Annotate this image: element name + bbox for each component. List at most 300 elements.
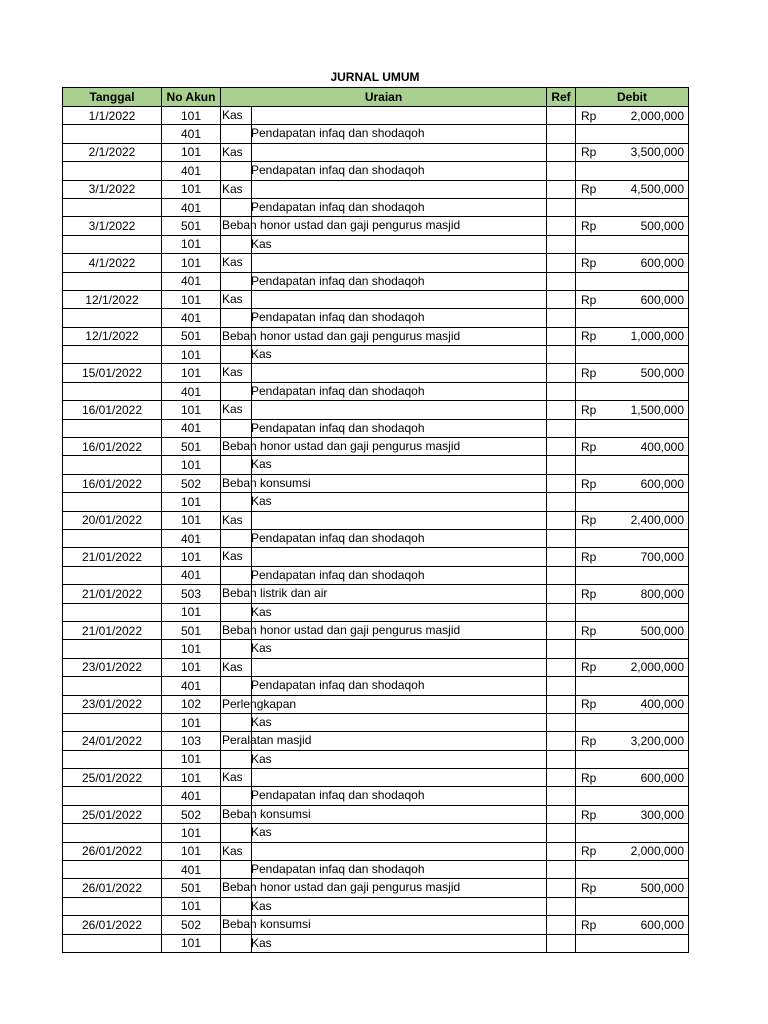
table-row — [63, 309, 689, 327]
ref-cell[interactable] — [547, 290, 576, 308]
date-cell[interactable] — [63, 493, 162, 511]
debit-cell[interactable] — [576, 364, 689, 382]
debit-cell[interactable] — [576, 603, 689, 621]
debit-cell[interactable] — [576, 824, 689, 842]
description-cell[interactable] — [221, 143, 547, 161]
table-row — [63, 438, 689, 456]
date-cell[interactable]: 23/01/2022 — [63, 695, 162, 713]
ref-cell[interactable] — [547, 327, 576, 345]
ref-cell[interactable] — [547, 382, 576, 400]
debit-cell[interactable] — [576, 511, 689, 529]
description-cell[interactable] — [221, 529, 547, 547]
account-cell[interactable]: 101 — [162, 640, 221, 658]
debit-account-label: Beban honor ustad dan gaji pengurus masjid — [222, 880, 461, 895]
debit-amount: 500,000 — [640, 623, 684, 638]
ref-cell[interactable] — [547, 769, 576, 787]
description-cell[interactable] — [221, 603, 547, 621]
debit-amount: 2,000,000 — [630, 844, 684, 859]
ref-cell[interactable] — [547, 217, 576, 235]
description-cell[interactable] — [221, 713, 547, 731]
debit-cell[interactable] — [576, 107, 689, 125]
debit-account-label: Beban konsumsi — [222, 917, 311, 932]
credit-account-label: Pendapatan infaq dan shodaqoh — [251, 420, 425, 435]
debit-cell[interactable] — [576, 529, 689, 547]
date-cell[interactable] — [63, 897, 162, 915]
account-cell[interactable]: 101 — [162, 401, 221, 419]
description-cell[interactable] — [221, 732, 547, 750]
date-cell[interactable] — [63, 162, 162, 180]
table-row — [63, 916, 689, 934]
date-cell[interactable]: 24/01/2022 — [63, 732, 162, 750]
ref-cell[interactable] — [547, 861, 576, 879]
date-cell[interactable] — [63, 824, 162, 842]
description-cell[interactable] — [221, 162, 547, 180]
credit-account-label: Pendapatan infaq dan shodaqoh — [251, 678, 425, 693]
debit-cell[interactable] — [576, 861, 689, 879]
header-debit[interactable]: Debit — [576, 88, 689, 107]
debit-cell[interactable] — [576, 217, 689, 235]
ref-cell[interactable] — [547, 143, 576, 161]
credit-account-label: Pendapatan infaq dan shodaqoh — [251, 310, 425, 325]
description-cell[interactable] — [221, 824, 547, 842]
credit-account-label: Kas — [251, 714, 272, 729]
account-cell[interactable]: 101 — [162, 290, 221, 308]
date-cell[interactable] — [63, 603, 162, 621]
account-cell[interactable]: 101 — [162, 897, 221, 915]
date-cell[interactable] — [63, 566, 162, 584]
ref-cell[interactable] — [547, 640, 576, 658]
credit-account-label: Kas — [251, 751, 272, 766]
credit-account-label: Kas — [251, 604, 272, 619]
ref-cell[interactable] — [547, 511, 576, 529]
ref-cell[interactable] — [547, 419, 576, 437]
date-cell[interactable] — [63, 419, 162, 437]
ref-cell[interactable] — [547, 824, 576, 842]
description-cell[interactable] — [221, 382, 547, 400]
debit-cell[interactable] — [576, 769, 689, 787]
currency-label: Rp — [581, 439, 597, 454]
description-cell[interactable] — [221, 585, 547, 603]
account-cell[interactable]: 503 — [162, 585, 221, 603]
ref-cell[interactable] — [547, 456, 576, 474]
ref-cell[interactable] — [547, 162, 576, 180]
credit-account-label: Pendapatan infaq dan shodaqoh — [251, 530, 425, 545]
debit-cell[interactable] — [576, 309, 689, 327]
header-date[interactable]: Tanggal — [63, 88, 162, 107]
account-cell[interactable]: 501 — [162, 621, 221, 639]
ref-cell[interactable] — [547, 309, 576, 327]
description-cell[interactable] — [221, 769, 547, 787]
ref-cell[interactable] — [547, 695, 576, 713]
date-cell[interactable] — [63, 198, 162, 216]
table-row — [63, 787, 689, 805]
table-row — [63, 290, 689, 308]
ref-cell[interactable] — [547, 842, 576, 860]
debit-amount: 600,000 — [640, 917, 684, 932]
debit-cell[interactable] — [576, 125, 689, 143]
account-cell[interactable]: 502 — [162, 916, 221, 934]
date-cell[interactable] — [63, 713, 162, 731]
account-cell[interactable]: 401 — [162, 677, 221, 695]
account-cell[interactable]: 401 — [162, 861, 221, 879]
date-cell[interactable] — [63, 787, 162, 805]
ref-cell[interactable] — [547, 916, 576, 934]
table-row — [63, 107, 689, 125]
table-row — [63, 235, 689, 253]
debit-account-label: Beban honor ustad dan gaji pengurus masjid — [222, 439, 461, 454]
date-cell[interactable]: 26/01/2022 — [63, 842, 162, 860]
account-cell[interactable]: 101 — [162, 107, 221, 125]
date-cell[interactable]: 26/01/2022 — [63, 879, 162, 897]
date-cell[interactable]: 25/01/2022 — [63, 805, 162, 823]
date-cell[interactable]: 16/01/2022 — [63, 438, 162, 456]
account-cell[interactable]: 101 — [162, 143, 221, 161]
debit-cell[interactable] — [576, 897, 689, 915]
ref-cell[interactable] — [547, 529, 576, 547]
debit-cell[interactable] — [576, 713, 689, 731]
table-row — [63, 842, 689, 860]
debit-account-label: Kas — [222, 291, 243, 306]
debit-cell[interactable] — [576, 621, 689, 639]
account-cell[interactable]: 101 — [162, 658, 221, 676]
currency-label: Rp — [581, 844, 597, 859]
debit-cell[interactable] — [576, 419, 689, 437]
description-cell[interactable] — [221, 346, 547, 364]
date-cell[interactable] — [63, 861, 162, 879]
debit-cell[interactable] — [576, 805, 689, 823]
account-cell[interactable]: 101 — [162, 180, 221, 198]
description-cell[interactable] — [221, 511, 547, 529]
debit-cell[interactable] — [576, 198, 689, 216]
date-cell[interactable] — [63, 346, 162, 364]
debit-cell[interactable] — [576, 438, 689, 456]
journal-table — [62, 87, 689, 953]
description-cell[interactable] — [221, 272, 547, 290]
account-cell[interactable]: 101 — [162, 750, 221, 768]
description-cell[interactable] — [221, 566, 547, 584]
description-cell[interactable] — [221, 897, 547, 915]
cell-divider — [251, 842, 252, 861]
description-cell[interactable] — [221, 621, 547, 639]
description-cell[interactable] — [221, 290, 547, 308]
debit-cell[interactable] — [576, 750, 689, 768]
table-row — [63, 364, 689, 382]
date-cell[interactable] — [63, 456, 162, 474]
debit-cell[interactable] — [576, 346, 689, 364]
description-cell[interactable] — [221, 254, 547, 272]
debit-account-label: Beban honor ustad dan gaji pengurus masjid — [222, 218, 461, 233]
date-cell[interactable]: 12/1/2022 — [63, 290, 162, 308]
account-cell[interactable]: 501 — [162, 327, 221, 345]
account-cell[interactable]: 502 — [162, 474, 221, 492]
account-cell[interactable]: 401 — [162, 787, 221, 805]
debit-account-label: Beban konsumsi — [222, 806, 311, 821]
description-cell[interactable] — [221, 916, 547, 934]
debit-cell[interactable] — [576, 180, 689, 198]
table-row — [63, 621, 689, 639]
account-cell[interactable]: 101 — [162, 603, 221, 621]
debit-cell[interactable] — [576, 842, 689, 860]
currency-label: Rp — [581, 623, 597, 638]
date-cell[interactable]: 15/01/2022 — [63, 364, 162, 382]
account-cell[interactable]: 102 — [162, 695, 221, 713]
ref-cell[interactable] — [547, 566, 576, 584]
date-cell[interactable]: 23/01/2022 — [63, 658, 162, 676]
cell-divider — [251, 658, 252, 677]
account-cell[interactable]: 401 — [162, 125, 221, 143]
date-cell[interactable] — [63, 272, 162, 290]
debit-cell[interactable] — [576, 235, 689, 253]
date-cell[interactable] — [63, 235, 162, 253]
debit-cell[interactable] — [576, 658, 689, 676]
ref-cell[interactable] — [547, 254, 576, 272]
description-cell[interactable] — [221, 658, 547, 676]
date-cell[interactable]: 4/1/2022 — [63, 254, 162, 272]
date-cell[interactable]: 26/01/2022 — [63, 916, 162, 934]
debit-account-label: Kas — [222, 512, 243, 527]
ref-cell[interactable] — [547, 787, 576, 805]
credit-account-label: Pendapatan infaq dan shodaqoh — [251, 383, 425, 398]
cell-divider — [251, 106, 252, 125]
account-cell[interactable]: 101 — [162, 254, 221, 272]
date-cell[interactable]: 21/01/2022 — [63, 621, 162, 639]
ref-cell[interactable] — [547, 805, 576, 823]
account-cell[interactable]: 101 — [162, 493, 221, 511]
account-cell[interactable]: 103 — [162, 732, 221, 750]
ref-cell[interactable] — [547, 235, 576, 253]
account-cell[interactable]: 401 — [162, 529, 221, 547]
account-cell[interactable]: 101 — [162, 456, 221, 474]
table-row — [63, 677, 689, 695]
description-cell[interactable] — [221, 235, 547, 253]
debit-cell[interactable] — [576, 162, 689, 180]
account-cell[interactable]: 501 — [162, 879, 221, 897]
debit-account-label: Kas — [222, 365, 243, 380]
debit-cell[interactable] — [576, 327, 689, 345]
account-cell[interactable]: 401 — [162, 162, 221, 180]
account-cell[interactable]: 501 — [162, 438, 221, 456]
credit-account-label: Pendapatan infaq dan shodaqoh — [251, 567, 425, 582]
debit-cell[interactable] — [576, 640, 689, 658]
table-row — [63, 419, 689, 437]
ref-cell[interactable] — [547, 677, 576, 695]
description-cell[interactable] — [221, 419, 547, 437]
date-cell[interactable] — [63, 309, 162, 327]
debit-cell[interactable] — [576, 272, 689, 290]
header-description[interactable]: Uraian — [221, 88, 547, 107]
debit-cell[interactable] — [576, 143, 689, 161]
ref-cell[interactable] — [547, 364, 576, 382]
date-cell[interactable]: 25/01/2022 — [63, 769, 162, 787]
description-cell[interactable] — [221, 750, 547, 768]
description-cell[interactable] — [221, 934, 547, 952]
debit-cell[interactable] — [576, 456, 689, 474]
description-cell[interactable] — [221, 198, 547, 216]
debit-cell[interactable] — [576, 401, 689, 419]
table-row — [63, 658, 689, 676]
date-cell[interactable]: 21/01/2022 — [63, 585, 162, 603]
date-cell[interactable]: 21/01/2022 — [63, 548, 162, 566]
account-cell[interactable]: 101 — [162, 824, 221, 842]
ref-cell[interactable] — [547, 713, 576, 731]
account-cell[interactable]: 401 — [162, 309, 221, 327]
debit-cell[interactable] — [576, 916, 689, 934]
description-cell[interactable] — [221, 695, 547, 713]
credit-account-label: Kas — [251, 457, 272, 472]
date-cell[interactable] — [63, 750, 162, 768]
debit-cell[interactable] — [576, 732, 689, 750]
date-cell[interactable]: 16/01/2022 — [63, 401, 162, 419]
debit-cell[interactable] — [576, 254, 689, 272]
ref-cell[interactable] — [547, 346, 576, 364]
account-cell[interactable]: 502 — [162, 805, 221, 823]
debit-cell[interactable] — [576, 695, 689, 713]
date-cell[interactable]: 3/1/2022 — [63, 180, 162, 198]
header-account[interactable]: No Akun — [162, 88, 221, 107]
account-cell[interactable]: 101 — [162, 769, 221, 787]
ref-cell[interactable] — [547, 621, 576, 639]
description-cell[interactable] — [221, 861, 547, 879]
account-cell[interactable]: 101 — [162, 842, 221, 860]
debit-cell[interactable] — [576, 290, 689, 308]
ref-cell[interactable] — [547, 180, 576, 198]
account-cell[interactable]: 101 — [162, 934, 221, 952]
date-cell[interactable]: 12/1/2022 — [63, 327, 162, 345]
description-cell[interactable] — [221, 548, 547, 566]
description-cell[interactable] — [221, 787, 547, 805]
ref-cell[interactable] — [547, 897, 576, 915]
account-cell[interactable]: 101 — [162, 548, 221, 566]
table-row — [63, 934, 689, 952]
date-cell[interactable]: 3/1/2022 — [63, 217, 162, 235]
date-cell[interactable] — [63, 125, 162, 143]
description-cell[interactable] — [221, 107, 547, 125]
debit-account-label: Perlengkapan — [222, 696, 297, 711]
description-cell[interactable] — [221, 805, 547, 823]
debit-cell[interactable] — [576, 879, 689, 897]
account-cell[interactable]: 101 — [162, 235, 221, 253]
debit-amount: 2,400,000 — [630, 513, 684, 528]
description-cell[interactable] — [221, 401, 547, 419]
description-cell[interactable] — [221, 879, 547, 897]
ref-cell[interactable] — [547, 272, 576, 290]
date-cell[interactable] — [63, 640, 162, 658]
ref-cell[interactable] — [547, 438, 576, 456]
journal-body — [63, 107, 689, 953]
ref-cell[interactable] — [547, 750, 576, 768]
debit-amount: 500,000 — [640, 881, 684, 896]
debit-account-label: Kas — [222, 770, 243, 785]
account-cell[interactable]: 501 — [162, 217, 221, 235]
description-cell[interactable] — [221, 842, 547, 860]
table-row — [63, 125, 689, 143]
currency-label: Rp — [581, 807, 597, 822]
date-cell[interactable] — [63, 677, 162, 695]
currency-label: Rp — [581, 182, 597, 197]
account-cell[interactable]: 401 — [162, 198, 221, 216]
date-cell[interactable]: 20/01/2022 — [63, 511, 162, 529]
account-cell[interactable]: 401 — [162, 382, 221, 400]
debit-account-label: Beban honor ustad dan gaji pengurus masjid — [222, 328, 461, 343]
ref-cell[interactable] — [547, 603, 576, 621]
date-cell[interactable]: 1/1/2022 — [63, 107, 162, 125]
description-cell[interactable] — [221, 456, 547, 474]
account-cell[interactable]: 101 — [162, 364, 221, 382]
ref-cell[interactable] — [547, 198, 576, 216]
date-cell[interactable] — [63, 529, 162, 547]
ref-cell[interactable] — [547, 658, 576, 676]
description-cell[interactable] — [221, 217, 547, 235]
ref-cell[interactable] — [547, 401, 576, 419]
description-cell[interactable] — [221, 640, 547, 658]
debit-cell[interactable] — [576, 548, 689, 566]
header-ref[interactable]: Ref — [547, 88, 576, 107]
ref-cell[interactable] — [547, 585, 576, 603]
ref-cell[interactable] — [547, 107, 576, 125]
ref-cell[interactable] — [547, 474, 576, 492]
date-cell[interactable] — [63, 934, 162, 952]
cell-divider — [251, 143, 252, 162]
description-cell[interactable] — [221, 364, 547, 382]
description-cell[interactable] — [221, 309, 547, 327]
description-cell[interactable] — [221, 327, 547, 345]
description-cell[interactable] — [221, 493, 547, 511]
ref-cell[interactable] — [547, 879, 576, 897]
currency-label: Rp — [581, 697, 597, 712]
debit-cell[interactable] — [576, 493, 689, 511]
debit-cell[interactable] — [576, 566, 689, 584]
account-cell[interactable]: 401 — [162, 419, 221, 437]
table-row — [63, 198, 689, 216]
account-cell[interactable]: 101 — [162, 713, 221, 731]
date-cell[interactable]: 2/1/2022 — [63, 143, 162, 161]
account-cell[interactable]: 401 — [162, 272, 221, 290]
ref-cell[interactable] — [547, 732, 576, 750]
debit-cell[interactable] — [576, 787, 689, 805]
account-cell[interactable]: 401 — [162, 566, 221, 584]
debit-account-label: Kas — [222, 144, 243, 159]
debit-account-label: Kas — [222, 255, 243, 270]
description-cell[interactable] — [221, 180, 547, 198]
description-cell[interactable] — [221, 125, 547, 143]
currency-label: Rp — [581, 402, 597, 417]
table-row — [63, 217, 689, 235]
date-cell[interactable]: 16/01/2022 — [63, 474, 162, 492]
ref-cell[interactable] — [547, 934, 576, 952]
currency-label: Rp — [581, 108, 597, 123]
table-row — [63, 713, 689, 731]
date-cell[interactable] — [63, 382, 162, 400]
currency-label: Rp — [581, 881, 597, 896]
debit-cell[interactable] — [576, 474, 689, 492]
account-cell[interactable]: 101 — [162, 346, 221, 364]
ref-cell[interactable] — [547, 548, 576, 566]
debit-cell[interactable] — [576, 585, 689, 603]
debit-cell[interactable] — [576, 382, 689, 400]
ref-cell[interactable] — [547, 493, 576, 511]
table-row — [63, 346, 689, 364]
debit-cell[interactable] — [576, 677, 689, 695]
credit-account-label: Pendapatan infaq dan shodaqoh — [251, 273, 425, 288]
ref-cell[interactable] — [547, 125, 576, 143]
debit-cell[interactable] — [576, 934, 689, 952]
description-cell[interactable] — [221, 474, 547, 492]
description-cell[interactable] — [221, 438, 547, 456]
description-cell[interactable] — [221, 677, 547, 695]
credit-account-label: Pendapatan infaq dan shodaqoh — [251, 126, 425, 141]
debit-amount: 4,500,000 — [630, 182, 684, 197]
account-cell[interactable]: 101 — [162, 511, 221, 529]
